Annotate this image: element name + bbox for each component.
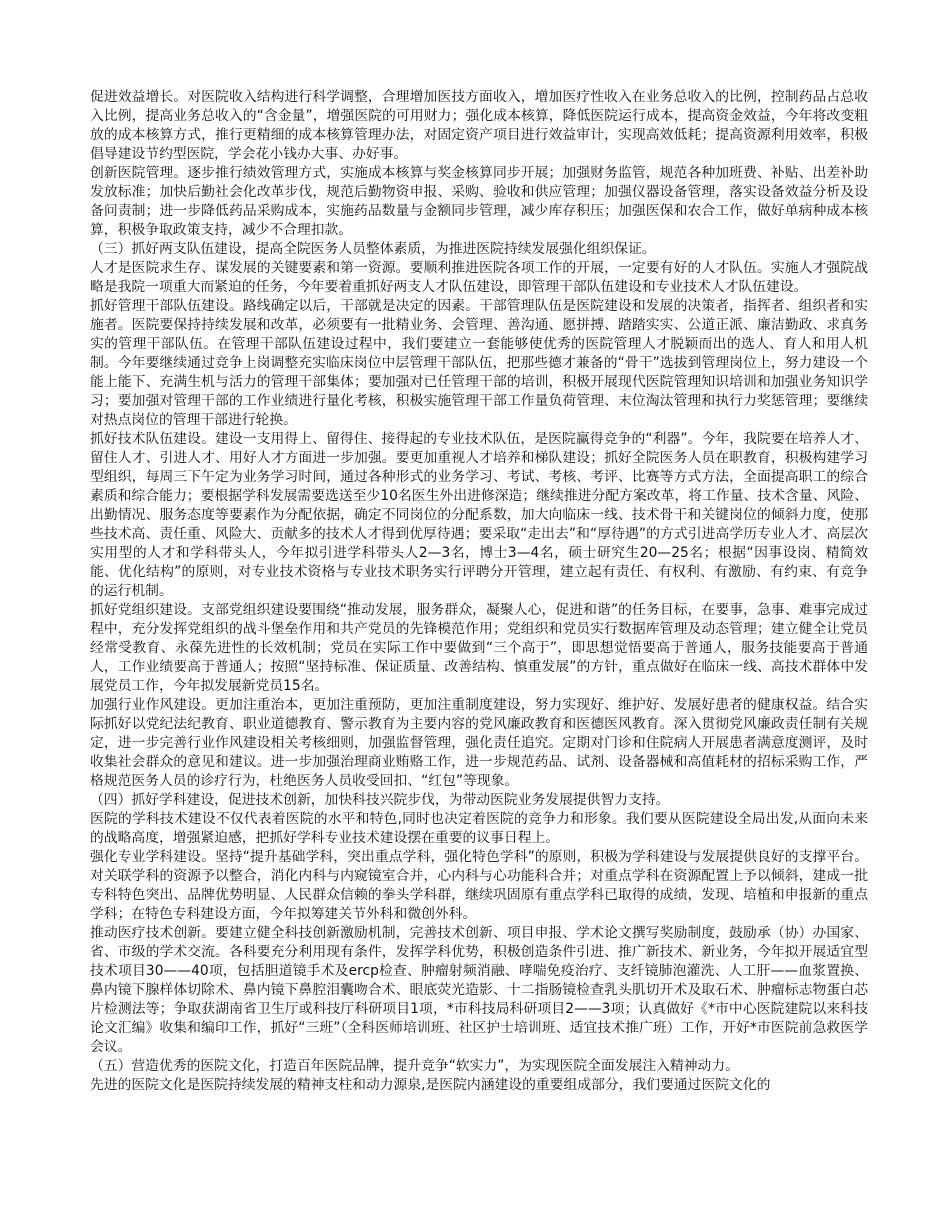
- paragraph-discipline-intro: 医院的学科技术建设不仅代表着医院的水平和特色,同时也决定着医院的竞争力和形象。我们要从医院建设全局出发,从面向未来的战略高度，增强紧迫感，把抓好学科专业技术建设摆在重要的议事日程上。: [90, 811, 868, 846]
- section-heading-4: （四）抓好学科建设，促进技术创新，加快科技兴院步伐，为带动医院业务发展提供智力支持。: [90, 792, 670, 808]
- paragraph-tech-innovation: 推动医疗技术创新。要建立健全科技创新激励机制，完善技术创新、项目申报、学术论文撰写奖励制度，鼓励承（协）办国家、省、市级的学术交流。各科要充分利用现有条件，发挥学科优势，积极创造条件引进、推广新技术、新业务，今年拟开展适宜型技术项目30——40项，包括胆道镜手术及ercp检查、肿瘤射频消融、哮喘免疫治疗、支纤镜肺泡灌洗、人工肝——血浆置换、鼻内镜下腺样体切除术、鼻内镜下鼻腔泪囊吻合术、眼底荧光造影、十二指肠镜检查乳头肌切开术及取石术、肿瘤标志物蛋白芯片检测法等；争取获湖南省卫生厅或科技厅科研项目1项，*市科技局科研项目2——3项；认真做好《*市中心医院建院以来科技论文汇编》收集和编印工作，抓好“三班”（全科医师培训班、社区护士培训班、适宜技术推广班）工作，开好*市医院前急救医学会议。: [90, 925, 868, 1055]
- paragraph-management-team: 抓好管理干部队伍建设。路线确定以后，干部就是决定的因素。干部管理队伍是医院建设和发展的决策者，指挥者、组织者和实施者。医院要保持持续发展和改革，必须要有一批精业务、会管理、善沟通、愿拼搏、踏踏实实、公道正派、廉洁勤政、求真务实的管理干部队伍。在管理干部队伍建设过程中，我们要建立一套能够使优秀的医院管理人才脱颖而出的选人、育人和用人机制。今年要继续通过竞争上岗调整充实临床岗位中层管理干部队伍，把那些德才兼备的“骨干”选拔到管理岗位上，努力建设一个能上能下、充满生机与活力的管理干部集体；要加强对已任管理干部的培训，积极开展现代医院管理知识培训和加强业务知识学习；要加强对管理干部的工作业绩进行量化考核，积极实施管理干部工作量负荷管理、末位淘汰管理和执行力奖惩管理；要继续对热点岗位的管理干部进行轮换。: [90, 298, 868, 428]
- section-heading-5: （五）营造优秀的医院文化，打造百年医院品牌，提升竞争“软实力”，为实现医院全面发展注入精神动力。: [90, 1058, 739, 1074]
- paragraph-efficiency-growth: 促进效益增长。对医院收入结构进行科学调整，合理增加医技方面收入，增加医疗性收入在业务总收入的比例，控制药品占总收入比例，提高业务总收入的“含金量”，增强医院的可用财力；强化成本核算，降低医院运行成本，提高资金效益，今年将改变粗放的成本核算方式，推行更精细的成本核算管理办法，对固定资产项目进行效益审计，实现高效低耗；提高资源利用效率，积极倡导建设节约型医院，学会花小钱办大事、办好事。: [90, 89, 868, 162]
- paragraph-technical-team: 抓好技术队伍建设。建设一支用得上、留得住、接得起的专业技术队伍，是医院赢得竞争的“利器”。今年，我院要在培养人才、留住人才、引进人才、用好人才方面进一步加强。要更加重视人才培养和梯队建设；抓好全院医务人员在职教育，积极构建学习型组织，每周三下午定为业务学习时间，通过各种形式的业务学习、考试、考核、考评、比赛等方式方法，全面提高职工的综合素质和综合能力；要根据学科发展需要选送至少10名医生外出进修深造；继续推进分配方案改革，将工作量、技术含量、风险、出勤情况、服务态度等要素作为分配依据，确定不同岗位的分配系数，加大向临床一线、技术骨干和关键岗位的倾斜力度，使那些技术高、责任重、风险大、贡献多的技术人才得到优厚待遇；要采取“走出去”和“厚待遇”的方式引进高学历专业人才、高层次实用型的人才和学科带头人，今年拟引进学科带头人2—3名，博士3—4名，硕士研究生20—25名；根据“因事设岗、精简效能、优化结构”的原则，对专业技术资格与专业技术职务实行评聘分开管理，建立起有责任、有权利、有激励、有约束、有竞争的运行机制。: [90, 431, 868, 599]
- paragraph-industry-style: 加强行业作风建设。更加注重治本，更加注重预防，更加注重制度建设，努力实现好、维护好、发展好患者的健康权益。结合实际抓好以党纪法纪教育、职业道德教育、警示教育为主要内容的党风廉政教育和医德医风教育。深入贯彻党风廉政责任制有关规定，进一步完善行业作风建设相关考核细则，加强监督管理，强化责任追究。定期对门诊和住院病人开展患者满意度测评，及时收集社会群众的意见和建议。进一步加强治理商业贿赂工作，进一步规范药品、试剂、设备器械和高值耗材的招标采购工作，严格规范医务人员的诊疗行为，杜绝医务人员收受回扣、“红包”等现象。: [90, 697, 868, 789]
- paragraph-innovate-management: 创新医院管理。逐步推行绩效管理方式，实施成本核算与奖金核算同步开展；加强财务监管，规范各种加班费、补贴、出差补助发放标准；加快后勤社会化改革步伐，规范后勤物资申报、采购、验收和供应管理；加强仪器设备管理，落实设备效益分析及设备问责制；进一步降低药品采购成本，实施药品数量与金额同步管理，减少库存积压；加强医保和农合工作，做好单病种成本核算，积极争取政策支持，减少不合理扣款。: [90, 165, 868, 238]
- paragraph-talent: 人才是医院求生存、谋发展的关键要素和第一资源。要顺利推进医院各项工作的开展，一定要有好的人才队伍。实施人才强院战略是我院一项重大而紧迫的任务，今年要着重抓好两支人才队伍建设，即管理干部队伍建设和专业技术人才队伍建设。: [90, 260, 868, 295]
- section-heading-3: （三）抓好两支队伍建设，提高全院医务人员整体素质，为推进医院持续发展强化组织保证。: [90, 241, 656, 257]
- paragraph-discipline-building: 强化专业学科建设。坚持“提升基础学科，突出重点学科，强化特色学科”的原则，积极为学科建设与发展提供良好的支撑平台。对关联学科的资源予以整合，消化内科与内窥镜室合并，心内科与心功能科合并；对重点学科在资源配置上予以倾斜，建成一批专科特色突出、品牌优势明显、人民群众信赖的拳头学科群，继续巩固原有重点学科已取得的成绩，发现、培植和申报新的重点学科；在特色专科建设方面，今年拟筹建关节外科和微创外科。: [90, 849, 868, 922]
- paragraph-party-building: 抓好党组织建设。支部党组织建设要围绕“推动发展，服务群众，凝聚人心，促进和谐”的任务目标，在要事，急事、难事完成过程中，充分发挥党组织的战斗堡垒作用和共产党员的先锋模范作用；党组织和党员实行数据库管理及动态管理；建立健全让党员经常受教育、永葆先进性的长效机制；党员在实际工作中要做到“三个高于”，即思想觉悟要高于普通人，服务技能要高于普通人，工作业绩要高于普通人；按照“坚持标准、保证质量、改善结构、慎重发展”的方针，重点做好在临床一线、高技术群体中发展党员工作，今年拟发展新党员15名。: [90, 602, 868, 694]
- paragraph-hospital-culture: 先进的医院文化是医院持续发展的精神支柱和动力源泉,是医院内涵建设的重要组成部分，我们要通过医院文化的: [90, 1077, 771, 1093]
